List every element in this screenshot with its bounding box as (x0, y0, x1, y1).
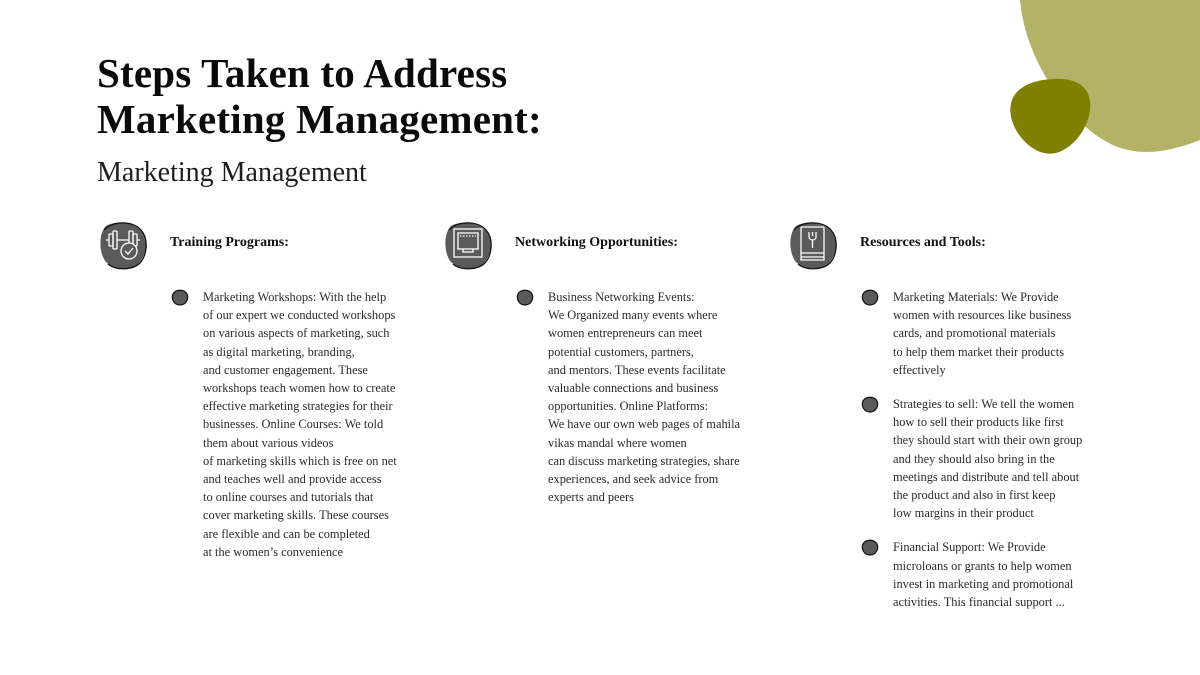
list-item (515, 288, 775, 506)
title-line-2: Marketing Management: (97, 96, 542, 142)
item-list (170, 288, 430, 577)
column-networking-opportunities (441, 218, 771, 505)
network-port-icon (441, 218, 495, 272)
item-text: Strategies to sell: We tell the women how to sell their products like first they should start with their own group and they should also bring in the meetings and distribute and tell about the product and also in first keep low margins in their product (893, 397, 1083, 521)
column-title: Resources and Tools: (860, 235, 986, 250)
dumbbell-check-icon (96, 218, 150, 272)
item-list (515, 288, 775, 522)
item-text: Marketing Workshops: With the help of our expert we conducted workshops on various aspects of marketing, such as digital marketing, branding, and customer engagement. These workshops teach women how to create effective marketing strategies for their businesses. Online Courses: We told them about various videos of marketing skills which is free on net and teaches well and provide access to online courses and tutorials that cover marketing skills. These courses are flexible and can be completed at the women’s convenience (203, 290, 397, 559)
item-text: Marketing Materials: We Provide women with resources like business cards, and promotional materials to help them market their products effectively (893, 290, 1072, 377)
bullet-icon (860, 538, 880, 558)
list-item (170, 288, 430, 561)
manual-wrench-icon (786, 218, 840, 272)
list-item (860, 288, 1120, 379)
bullet-icon (860, 288, 880, 308)
list-item (860, 395, 1120, 522)
bullet-icon (860, 395, 880, 415)
bullet-icon (515, 288, 535, 308)
column-resources-and-tools (786, 218, 1116, 610)
slide-subtitle: Marketing Management (97, 157, 367, 188)
column-header (96, 218, 426, 274)
slide-title (97, 50, 542, 142)
column-title: Training Programs: (170, 235, 289, 250)
item-list (860, 288, 1120, 627)
title-line-1: Steps Taken to Address (97, 50, 508, 96)
item-text: Financial Support: We Provide microloans or grants to help women invest in marketing and promotional activities. This financial support ... (893, 540, 1074, 610)
item-text: Business Networking Events: We Organized many events where women entrepreneurs can meet potential customers, partners, and mentors. These events facilitate valuable connections and business opportunities. Online Platforms: We have our own web pages of mahila vikas mandal where women can discuss marketing strategies, share experiences, and seek advice from experts and peers (548, 290, 741, 505)
column-title: Networking Opportunities: (515, 235, 678, 250)
dark-olive-blob (1010, 79, 1090, 154)
column-header (441, 218, 771, 274)
column-training-programs (96, 218, 426, 559)
light-olive-blob (1020, 0, 1200, 152)
bullet-icon (170, 288, 190, 308)
list-item (860, 538, 1120, 611)
column-header (786, 218, 1116, 274)
